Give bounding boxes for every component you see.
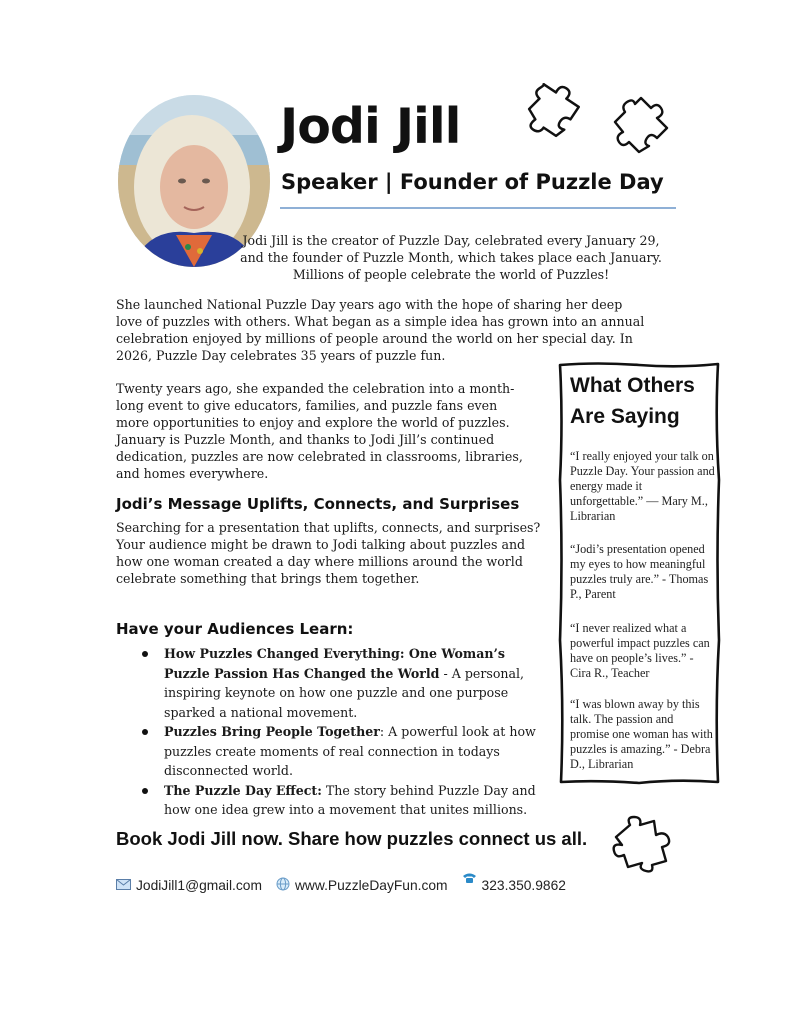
website-link[interactable]: www.PuzzleDayFun.com (294, 878, 448, 893)
testimonial-quote: “I really enjoyed your talk on Puzzle Day. Your passion and energy made it unforgettable.” — Mary M., Librarian (570, 449, 715, 523)
list-item (136, 722, 544, 781)
telephone-icon (462, 872, 477, 887)
contact-row (116, 877, 566, 894)
testimonial-quote: “Jodi’s presentation opened my eyes to how meaningful puzzles truly are.” - Thomas P., Parent (570, 542, 709, 601)
globe-icon (276, 877, 290, 894)
list-item-text: : A powerful look at how puzzles create moments of real connection in todays disconnected world. (164, 724, 536, 778)
header-divider (280, 207, 676, 209)
intro-text: Jodi Jill is the creator of Puzzle Day, celebrated every January 29, and the founder of Puzzle Month, which takes place each January. Millions of people celebrate the world of Puzzles! (240, 233, 662, 282)
learn-heading: Have your Audiences Learn: (116, 620, 354, 638)
phone-number[interactable]: 323.350.9862 (481, 878, 566, 893)
envelope-icon (116, 878, 131, 893)
call-to-action: Book Jodi Jill now. Share how puzzles connect us all. (116, 828, 588, 849)
speaker-name: Jodi Jill (280, 98, 461, 155)
puzzle-piece-icon (525, 78, 587, 140)
list-item (136, 781, 544, 820)
list-item-title: The Puzzle Day Effect: (164, 782, 322, 798)
email-link[interactable]: JodiJill1@gmail.com (136, 878, 262, 893)
bio-paragraph: She launched National Puzzle Day years ago with the hope of sharing her deep love of puzzles with others. What began as a simple idea has grown into an annual celebration enjoyed by millions of people around the world on her special day. In 2026, Puzzle Day celebrates 35 years of puzzle fun. (116, 297, 645, 363)
message-heading: Jodi’s Message Uplifts, Connects, and Surprises (116, 495, 520, 513)
list-item-title: Puzzles Bring People Together (164, 724, 380, 739)
testimonial-quote: “I was blown away by this talk. The passion and promise one woman has with puzzles is amazing.” - Debra D., Librarian (570, 697, 713, 771)
learn-list (136, 644, 544, 820)
bio-paragraph: Twenty years ago, she expanded the celebration into a month-long event to give educators, families, and puzzle fans even more opportunities to enjoy and explore the world of puzzles. January is Puzzle Month, and thanks to Jodi Jill’s continued dedication, puzzles are now celebrated in classrooms, libraries, and homes everywhere. (116, 381, 523, 481)
list-item (136, 644, 544, 722)
puzzle-piece-icon (610, 815, 676, 873)
testimonial-quote: “I never realized what a powerful impact puzzles can have on people’s lives.” - Cira R., Teacher (570, 621, 710, 680)
puzzle-piece-icon (611, 94, 671, 154)
speaker-subtitle: Speaker | Founder of Puzzle Day (281, 170, 664, 194)
testimonials-title: What Others Are Saying (570, 374, 695, 428)
message-text: Searching for a presentation that uplifts, connects, and surprises? Your audience might be drawn to Jodi talking about puzzles and how one woman created a day where millions around the world celebrate something that brings them together. (116, 520, 541, 586)
list-item-title: How Puzzles Changed Everything: One Woman’s Puzzle Passion Has Changed the World (164, 646, 506, 681)
list-item-text: - A personal, inspiring keynote on how one puzzle and one purpose sparked a national movement. (164, 665, 525, 720)
list-item-text: The story behind Puzzle Day and how one idea grew into a movement that unites millions. (164, 782, 536, 817)
